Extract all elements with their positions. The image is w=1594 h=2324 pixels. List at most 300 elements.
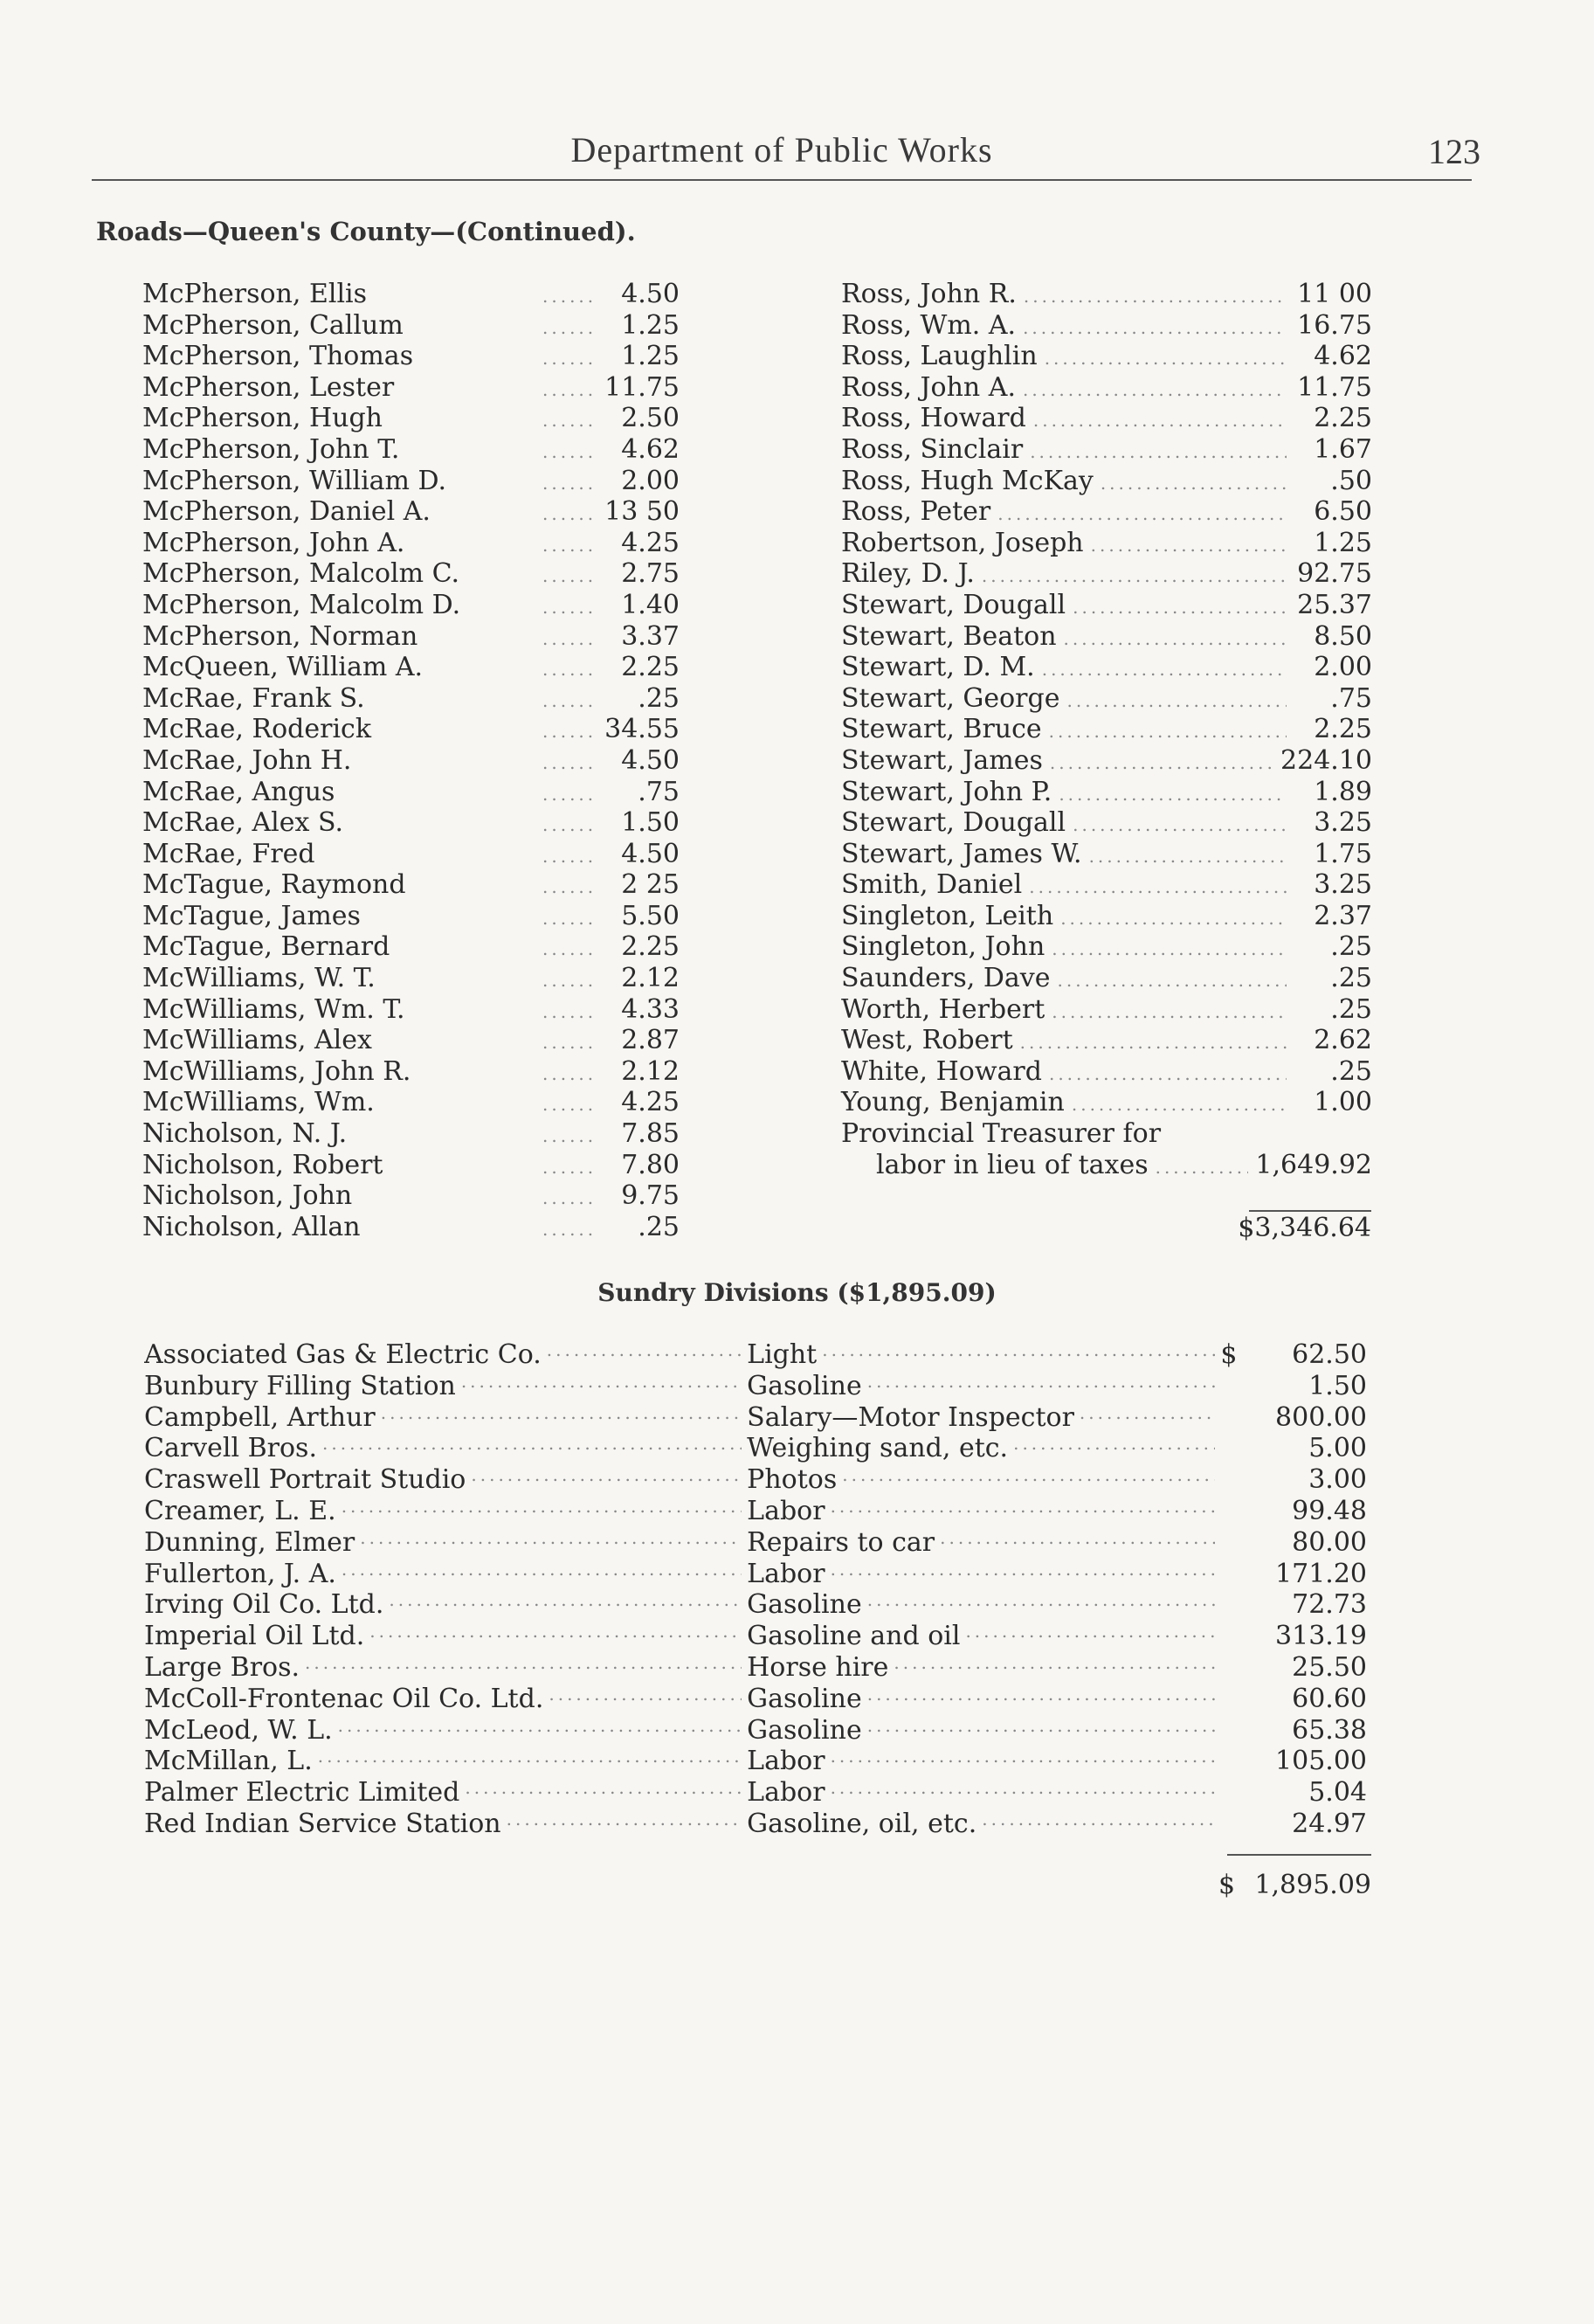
list-item xyxy=(841,466,1372,497)
entry-amount: 4.25 xyxy=(621,527,680,558)
description-text: Labor xyxy=(747,1746,825,1777)
entry-amount: .75 xyxy=(638,776,680,807)
table-row xyxy=(144,1715,1367,1746)
table-row xyxy=(144,1652,1367,1684)
dot-leader xyxy=(982,561,1287,592)
entry-name: Riley, D. J. xyxy=(841,558,975,590)
vendor-cell xyxy=(144,1715,747,1746)
list-item xyxy=(142,496,680,528)
list-item xyxy=(142,1056,680,1088)
entry-amount: 1.75 xyxy=(1314,838,1372,869)
dot-leader xyxy=(1030,437,1287,468)
table-row xyxy=(144,1527,1367,1559)
dot-leader xyxy=(1052,997,1287,1028)
vendor-cell xyxy=(144,1809,747,1839)
entry-amount: 2.12 xyxy=(621,963,680,994)
dot-leader xyxy=(1020,1027,1287,1059)
vendor-cell xyxy=(144,1339,747,1370)
entry-amount: 3.25 xyxy=(1314,869,1372,901)
entry-name: Ross, John R. xyxy=(841,279,1017,309)
entry-name: Stewart, Bruce xyxy=(841,714,1042,745)
dot-leader xyxy=(542,748,594,779)
vendor-cell xyxy=(144,1527,747,1558)
dot-leader xyxy=(381,1402,742,1433)
entry-amount: .50 xyxy=(1330,465,1372,496)
entry-name: Nicholson, Allan xyxy=(142,1211,361,1242)
vendor-name: McColl-Frontenac Oil Co. Ltd. xyxy=(144,1683,544,1714)
entry-name: Ross, Peter xyxy=(841,496,991,528)
entry-amount: .75 xyxy=(1330,682,1372,714)
vendor-name: Associated Gas & Electric Co. xyxy=(144,1339,542,1370)
entry-name: McRae, Alex S. xyxy=(142,807,343,839)
entry-name: Ross, John A. xyxy=(841,371,1016,403)
list-item xyxy=(142,621,680,653)
list-item xyxy=(142,528,680,559)
amount-cell: 105.00 xyxy=(1275,1746,1367,1777)
description-cell xyxy=(747,1777,1220,1808)
description-cell xyxy=(747,1527,1220,1558)
amount-cell: 1.50 xyxy=(1308,1370,1367,1401)
entry-amount: 2 25 xyxy=(621,869,680,901)
entry-amount: .25 xyxy=(1330,963,1372,994)
dot-leader xyxy=(542,654,594,686)
entry-amount: 6.50 xyxy=(1314,496,1372,528)
dot-leader xyxy=(461,1371,742,1401)
list-item xyxy=(142,466,680,497)
list-item xyxy=(841,652,1372,683)
vendor-cell xyxy=(144,1777,747,1808)
vendor-cell xyxy=(144,1496,747,1526)
dot-leader xyxy=(369,1621,742,1651)
list-item xyxy=(142,963,680,994)
entry-amount: 11.75 xyxy=(1297,371,1372,403)
entry-name: Stewart, Beaton xyxy=(841,620,1057,652)
entry-amount: 7.80 xyxy=(621,1149,680,1180)
list-item xyxy=(841,310,1372,342)
dot-leader xyxy=(1101,468,1287,500)
left-column xyxy=(142,279,680,1242)
entry-name: Stewart, Dougall xyxy=(841,807,1066,839)
list-item xyxy=(142,839,680,870)
entry-name: McTague, James xyxy=(142,900,361,931)
dot-leader xyxy=(542,965,594,997)
vendor-cell xyxy=(144,1371,747,1401)
provincial-line2-row xyxy=(841,1150,1372,1181)
dot-leader xyxy=(1049,1059,1287,1090)
entry-name: Worth, Herbert xyxy=(841,993,1045,1025)
list-item xyxy=(841,434,1372,466)
dot-leader xyxy=(831,1746,1216,1776)
vendor-name: Large Bros. xyxy=(144,1651,300,1683)
provincial-line2: labor in lieu of taxes xyxy=(876,1149,1149,1180)
dot-leader xyxy=(542,716,594,748)
sundry-total-currency: $ xyxy=(1218,1870,1236,1900)
list-item xyxy=(841,341,1372,372)
table-row xyxy=(144,1339,1367,1371)
list-item xyxy=(841,372,1372,404)
vendor-cell xyxy=(144,1402,747,1433)
roads-total: $3,346.64 xyxy=(1238,1213,1371,1243)
list-item xyxy=(841,714,1372,745)
table-row xyxy=(144,1402,1367,1434)
dot-leader xyxy=(322,1433,742,1463)
entry-name: McPherson, Malcolm C. xyxy=(142,558,460,590)
entry-amount: 2.00 xyxy=(621,465,680,496)
table-row xyxy=(144,1589,1367,1621)
list-item xyxy=(841,745,1372,777)
entry-amount: 1.25 xyxy=(621,309,680,341)
entry-amount: 8.50 xyxy=(1314,620,1372,652)
dot-leader xyxy=(997,499,1287,530)
list-item xyxy=(841,839,1372,870)
header-rule xyxy=(92,179,1472,181)
amount-cell: 800.00 xyxy=(1275,1401,1367,1433)
entry-amount: .25 xyxy=(1330,931,1372,963)
dot-leader xyxy=(542,468,594,500)
amount-cell: 3.00 xyxy=(1308,1464,1367,1496)
description-text: Labor xyxy=(747,1495,825,1526)
list-item xyxy=(142,1180,680,1212)
dot-leader xyxy=(542,872,594,903)
description-text: Gasoline xyxy=(747,1683,862,1714)
dot-leader xyxy=(1064,624,1287,655)
list-item xyxy=(142,558,680,590)
entry-name: McPherson, Daniel A. xyxy=(142,496,431,528)
dot-leader xyxy=(867,1715,1216,1746)
vendor-name: Imperial Oil Ltd. xyxy=(144,1621,365,1652)
list-item xyxy=(841,901,1372,932)
provincial-line1: Provincial Treasurer for xyxy=(841,1118,1162,1150)
vendor-name: Fullerton, J. A. xyxy=(144,1558,336,1589)
entry-name: McPherson, Thomas xyxy=(142,341,414,372)
dot-leader xyxy=(894,1652,1215,1683)
description-text: Horse hire xyxy=(747,1651,889,1683)
entry-name: Ross, Wm. A. xyxy=(841,309,1017,341)
entry-name: McPherson, John A. xyxy=(142,527,405,558)
list-item xyxy=(841,590,1372,621)
dot-leader xyxy=(982,1809,1215,1839)
entry-name: McTague, Raymond xyxy=(142,869,406,901)
dot-leader xyxy=(542,592,594,624)
description-text: Labor xyxy=(747,1558,825,1589)
entry-name: McWilliams, Alex xyxy=(142,1025,372,1056)
dot-leader xyxy=(831,1559,1216,1589)
amount-cell: 5.00 xyxy=(1308,1433,1367,1464)
description-text: Weighing sand, etc. xyxy=(747,1433,1009,1464)
entry-amount: 2.00 xyxy=(1314,652,1372,683)
dot-leader xyxy=(1091,530,1287,562)
entry-amount: .25 xyxy=(1330,993,1372,1025)
dot-leader xyxy=(542,375,594,406)
dot-leader xyxy=(1049,716,1287,748)
vendor-cell xyxy=(144,1621,747,1651)
entry-amount: 2.25 xyxy=(621,652,680,683)
entry-amount: 2.87 xyxy=(621,1025,680,1056)
dot-leader xyxy=(542,686,594,717)
dot-leader xyxy=(318,1746,742,1776)
entry-amount: 11.75 xyxy=(604,371,680,403)
list-item xyxy=(841,403,1372,434)
description-cell xyxy=(747,1402,1220,1433)
entry-amount: .25 xyxy=(638,682,680,714)
provincial-treasurer-entry xyxy=(841,1118,1372,1180)
sundry-total-amount: 1,895.09 xyxy=(1254,1870,1371,1900)
description-text: Photos xyxy=(747,1464,838,1496)
amount-cell: 62.50 xyxy=(1292,1339,1367,1370)
table-row xyxy=(144,1746,1367,1777)
table-row xyxy=(144,1433,1367,1464)
description-cell xyxy=(747,1371,1220,1401)
entry-name: McWilliams, Wm. T. xyxy=(142,993,405,1025)
table-row xyxy=(144,1559,1367,1590)
list-item xyxy=(142,714,680,745)
entry-name: McWilliams, John R. xyxy=(142,1055,411,1087)
entry-amount: 2.12 xyxy=(621,1055,680,1087)
entry-name: Stewart, James xyxy=(841,744,1043,776)
description-cell xyxy=(747,1339,1220,1370)
entry-amount: 1.50 xyxy=(621,807,680,839)
entry-amount: 4.33 xyxy=(621,993,680,1025)
dot-leader xyxy=(542,1059,594,1090)
entry-name: Nicholson, N. J. xyxy=(142,1118,348,1150)
page-header xyxy=(92,129,1480,182)
amount-cell: 60.60 xyxy=(1292,1683,1367,1714)
currency-sign: $ xyxy=(1220,1339,1238,1370)
dot-leader xyxy=(542,624,594,655)
dot-leader xyxy=(1156,1152,1249,1184)
dot-leader xyxy=(542,405,594,437)
description-cell xyxy=(747,1464,1220,1495)
amount-cell: 80.00 xyxy=(1292,1526,1367,1558)
description-cell xyxy=(747,1621,1220,1651)
description-cell xyxy=(747,1809,1220,1839)
dot-leader xyxy=(342,1496,742,1526)
entry-name: White, Howard xyxy=(841,1055,1042,1087)
entry-name: McPherson, William D. xyxy=(142,465,447,496)
dot-leader xyxy=(542,1183,594,1214)
entry-name: Stewart, John P. xyxy=(841,776,1052,807)
entry-amount: 1.25 xyxy=(621,341,680,372)
entry-name: Stewart, D. M. xyxy=(841,652,1035,683)
list-item xyxy=(142,807,680,839)
entry-amount: 1.40 xyxy=(621,589,680,620)
entry-name: McRae, Angus xyxy=(142,776,335,807)
entry-name: McRae, Frank S. xyxy=(142,682,365,714)
dot-leader xyxy=(305,1652,742,1683)
list-item xyxy=(142,652,680,683)
dot-leader xyxy=(1042,654,1287,686)
dot-leader xyxy=(867,1589,1216,1620)
entry-name: Smith, Daniel xyxy=(841,869,1023,901)
list-item xyxy=(142,777,680,808)
entry-amount: 13 50 xyxy=(604,496,680,528)
dot-leader xyxy=(965,1621,1215,1651)
sundry-total-rule xyxy=(1227,1854,1371,1856)
page-title: Department of Public Works xyxy=(570,130,993,169)
entry-name: Ross, Laughlin xyxy=(841,341,1038,372)
sundry-heading: Sundry Divisions ($1,895.09) xyxy=(597,1278,997,1307)
amount-cell: 313.19 xyxy=(1275,1621,1367,1652)
entry-name: McQueen, William A. xyxy=(142,652,424,683)
vendor-name: Dunning, Elmer xyxy=(144,1526,355,1558)
list-item xyxy=(142,901,680,932)
entry-amount: 3.25 xyxy=(1314,807,1372,839)
dot-leader xyxy=(389,1589,742,1620)
vendor-cell xyxy=(144,1433,747,1463)
entry-amount: 224.10 xyxy=(1280,744,1372,776)
description-cell xyxy=(747,1559,1220,1589)
vendor-name: McLeod, W. L. xyxy=(144,1714,333,1746)
list-item xyxy=(142,1118,680,1150)
entry-name: Robertson, Joseph xyxy=(841,527,1084,558)
entry-name: McRae, Roderick xyxy=(142,714,372,745)
right-column xyxy=(841,279,1372,1180)
dot-leader xyxy=(1033,405,1287,437)
subtotal-rule xyxy=(1249,1210,1371,1212)
list-item xyxy=(142,372,680,404)
list-item xyxy=(142,1150,680,1181)
description-text: Gasoline, oil, etc. xyxy=(747,1808,977,1839)
entry-amount: 7.85 xyxy=(621,1118,680,1150)
dot-leader xyxy=(542,1089,594,1121)
dot-leader xyxy=(471,1464,742,1495)
list-item xyxy=(142,434,680,466)
sundry-table xyxy=(144,1339,1367,1840)
list-item xyxy=(142,745,680,777)
description-text: Labor xyxy=(747,1777,825,1809)
entry-name: West, Robert xyxy=(841,1025,1013,1056)
entry-name: Stewart, James W. xyxy=(841,838,1082,869)
dot-leader xyxy=(549,1684,742,1714)
entry-name: Ross, Sinclair xyxy=(841,433,1024,465)
dot-leader xyxy=(542,1027,594,1059)
dot-leader xyxy=(542,1121,594,1152)
list-item xyxy=(841,683,1372,715)
description-cell xyxy=(747,1684,1220,1714)
list-item xyxy=(841,994,1372,1026)
entry-name: McPherson, Callum xyxy=(142,309,404,341)
list-item xyxy=(841,1025,1372,1056)
vendor-name: Palmer Electric Limited xyxy=(144,1777,460,1809)
entry-name: McRae, John H. xyxy=(142,744,352,776)
dot-leader xyxy=(1072,1089,1287,1121)
dot-leader xyxy=(1029,872,1287,903)
description-text: Gasoline xyxy=(747,1589,862,1621)
description-cell xyxy=(747,1652,1220,1683)
list-item xyxy=(142,590,680,621)
list-item xyxy=(142,994,680,1026)
provincial-amount: 1,649.92 xyxy=(1255,1149,1372,1180)
dot-leader xyxy=(831,1777,1216,1808)
entry-amount: .25 xyxy=(1330,1055,1372,1087)
list-item xyxy=(841,558,1372,590)
entry-amount: 1.89 xyxy=(1314,776,1372,807)
entry-name: McTague, Bernard xyxy=(142,931,390,963)
vendor-name: Campbell, Arthur xyxy=(144,1401,376,1433)
description-text: Salary—Motor Inspector xyxy=(747,1401,1074,1433)
dot-leader xyxy=(1066,686,1287,717)
vendor-name: Creamer, L. E. xyxy=(144,1495,336,1526)
list-item xyxy=(142,869,680,901)
entry-name: McPherson, Hugh xyxy=(142,403,383,434)
entry-amount: 25.37 xyxy=(1297,589,1372,620)
entry-name: McWilliams, Wm. xyxy=(142,1087,375,1118)
dot-leader xyxy=(342,1559,742,1589)
vendor-cell xyxy=(144,1589,747,1620)
list-item xyxy=(142,1087,680,1118)
dot-leader xyxy=(1023,313,1287,344)
dot-leader xyxy=(940,1527,1215,1558)
dot-leader xyxy=(542,934,594,965)
dot-leader xyxy=(867,1684,1216,1714)
table-row xyxy=(144,1777,1367,1809)
dot-leader xyxy=(1073,592,1287,624)
list-item xyxy=(841,869,1372,901)
description-cell xyxy=(747,1589,1220,1620)
entry-amount: 5.50 xyxy=(621,900,680,931)
table-row xyxy=(144,1371,1367,1402)
dot-leader xyxy=(542,343,594,375)
entry-amount: 4.62 xyxy=(621,433,680,465)
dot-leader xyxy=(542,1214,594,1246)
entry-name: Saunders, Dave xyxy=(841,963,1051,994)
dot-leader xyxy=(542,530,594,562)
vendor-cell xyxy=(144,1559,747,1589)
list-item xyxy=(841,528,1372,559)
dot-leader xyxy=(822,1339,1215,1370)
list-item xyxy=(142,683,680,715)
amount-cell: 72.73 xyxy=(1292,1589,1367,1621)
dot-leader xyxy=(465,1777,742,1808)
description-cell xyxy=(747,1433,1220,1463)
dot-leader xyxy=(1023,375,1287,406)
list-item xyxy=(841,621,1372,653)
vendor-name: Irving Oil Co. Ltd. xyxy=(144,1589,384,1621)
entry-amount: 11 00 xyxy=(1297,279,1372,309)
entry-amount: 4.50 xyxy=(621,744,680,776)
entry-amount: 4.50 xyxy=(621,838,680,869)
amount-cell: 25.50 xyxy=(1292,1651,1367,1683)
vendor-cell xyxy=(144,1746,747,1776)
dot-leader xyxy=(507,1809,742,1839)
entry-amount: 2.50 xyxy=(621,403,680,434)
dot-leader xyxy=(1060,903,1287,935)
dot-leader xyxy=(1058,965,1287,997)
entry-amount: 3.37 xyxy=(621,620,680,652)
description-text: Gasoline and oil xyxy=(747,1621,961,1652)
entry-amount: 92.75 xyxy=(1297,558,1372,590)
vendor-cell xyxy=(144,1652,747,1683)
table-row xyxy=(144,1809,1367,1840)
list-item xyxy=(142,1212,680,1243)
dot-leader xyxy=(1045,343,1287,375)
description-text: Gasoline xyxy=(747,1714,862,1746)
description-cell xyxy=(747,1496,1220,1526)
entry-amount: 4.25 xyxy=(621,1087,680,1118)
entry-amount: 2.25 xyxy=(1314,714,1372,745)
list-item xyxy=(142,931,680,963)
description-cell xyxy=(747,1746,1220,1776)
entry-name: McPherson, Malcolm D. xyxy=(142,589,461,620)
description-text: Light xyxy=(747,1339,818,1370)
list-item xyxy=(142,310,680,342)
dot-leader xyxy=(542,313,594,344)
description-text: Repairs to car xyxy=(747,1526,935,1558)
entry-amount: 9.75 xyxy=(621,1180,680,1212)
dot-leader xyxy=(1024,281,1287,313)
amount-cell: 171.20 xyxy=(1275,1558,1367,1589)
dot-leader xyxy=(1089,841,1287,873)
